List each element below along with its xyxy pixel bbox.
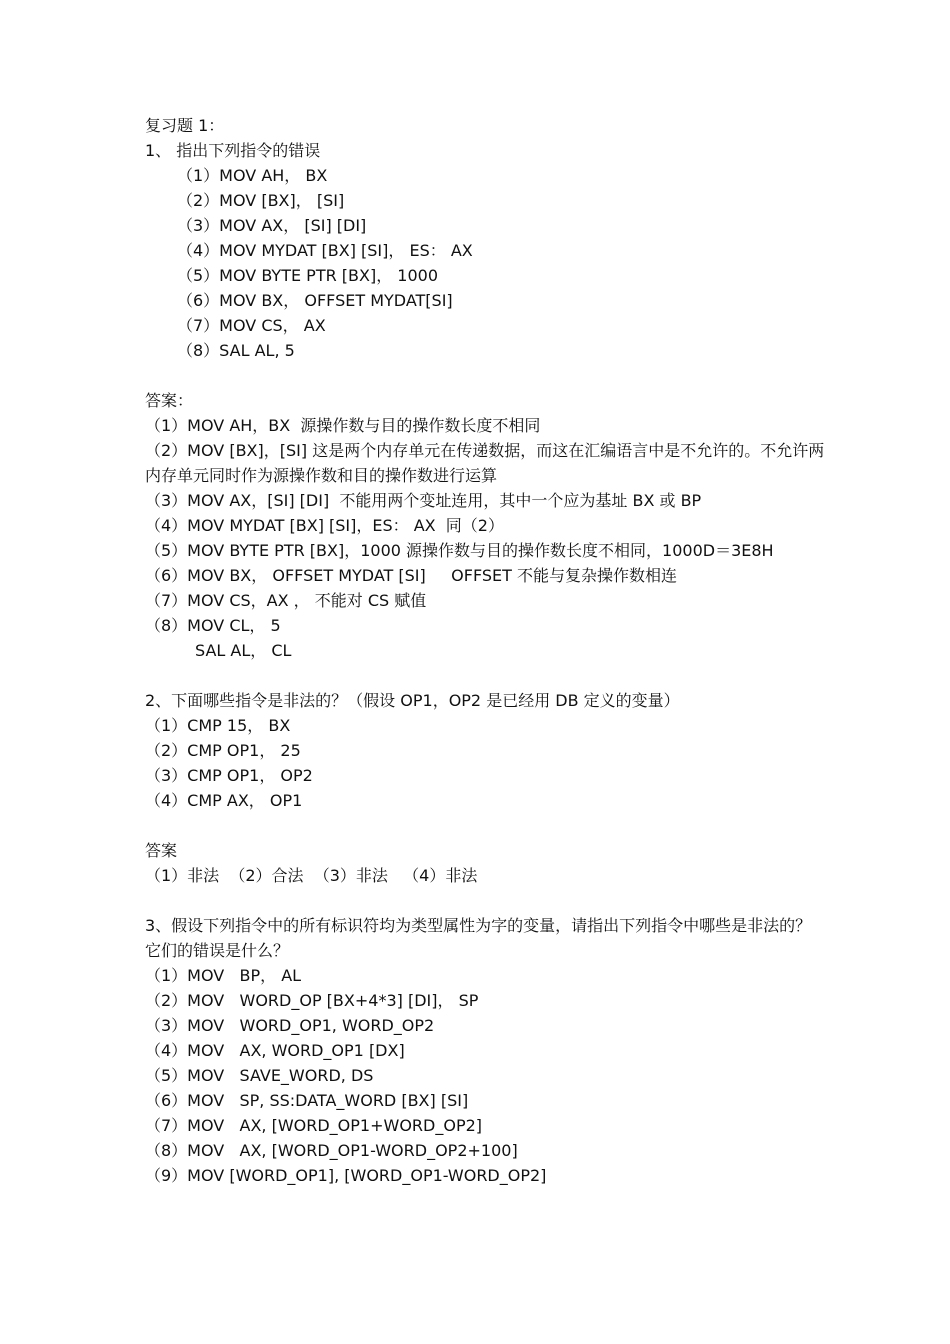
q1-item: （2）MOV [BX]， [SI]	[177, 191, 345, 210]
q1-answer: （6）MOV BX， OFFSET MYDAT [SI] OFFSET 不能与复杂操作数相连	[145, 566, 678, 585]
q1-answer: （8）MOV CL， 5	[145, 616, 281, 635]
q2-answer: （1）非法 （2）合法 （3）非法 （4）非法	[145, 866, 478, 885]
q1-item: （4）MOV MYDAT [BX] [SI]， ES： AX	[177, 241, 473, 260]
q2-item: （1）CMP 15， BX	[145, 716, 291, 735]
q1-answer: （1）MOV AH，BX 源操作数与目的操作数长度不相同	[145, 416, 541, 435]
q3-item: （1）MOV BP， AL	[145, 966, 302, 985]
q3-item: （8）MOV AX, [WORD_OP1-WORD_OP2+100]	[145, 1141, 518, 1160]
q3-item: （7）MOV AX, [WORD_OP1+WORD_OP2]	[145, 1116, 483, 1135]
q1-answer-label: 答案：	[145, 391, 194, 410]
q1-item: （7）MOV CS， AX	[177, 316, 326, 335]
q3-item: （6）MOV SP, SS:DATA_WORD [BX] [SI]	[145, 1091, 469, 1110]
q1-answer: （2）MOV [BX]，[SI] 这是两个内存单元在传递数据，而这在汇编语言中是不允许的。不允许两内存单元同时作为源操作数和目的操作数进行运算	[145, 441, 825, 485]
q1-heading: 1、 指出下列指令的错误	[145, 141, 321, 160]
q3-heading: 3、假设下列指令中的所有标识符均为类型属性为字的变量，请指出下列指令中哪些是非法的？它们的错误是什么？	[145, 916, 812, 960]
q1-answer: （3）MOV AX，[SI] [DI] 不能用两个变址连用，其中一个应为基址 BX 或 BP	[145, 491, 702, 510]
q1-answer: （5）MOV BYTE PTR [BX]，1000 源操作数与目的操作数长度不相同，1000D＝3E8H	[145, 541, 774, 560]
doc-title: 复习题 1：	[145, 116, 225, 135]
q2-item: （4）CMP AX， OP1	[145, 791, 303, 810]
q2-item: （2）CMP OP1， 25	[145, 741, 301, 760]
q3-item: （2）MOV WORD_OP [BX+4*3] [DI]， SP	[145, 991, 479, 1010]
document-page	[145, 113, 825, 1188]
q3-item: （3）MOV WORD_OP1, WORD_OP2	[145, 1016, 435, 1035]
q1-item: （1）MOV AH， BX	[177, 166, 328, 185]
q3-item: （5）MOV SAVE_WORD, DS	[145, 1066, 374, 1085]
q3-item: （9）MOV [WORD_OP1], [WORD_OP1-WORD_OP2]	[145, 1166, 547, 1185]
q3-item: （4）MOV AX, WORD_OP1 [DX]	[145, 1041, 405, 1060]
q2-heading: 2、下面哪些指令是非法的？（假设 OP1，OP2 是已经用 DB 定义的变量）	[145, 691, 680, 710]
q1-item: （8）SAL AL, 5	[177, 341, 295, 360]
q1-item: （6）MOV BX， OFFSET MYDAT[SI]	[177, 291, 453, 310]
q2-answer-label: 答案	[145, 841, 178, 860]
q1-item: （5）MOV BYTE PTR [BX]， 1000	[177, 266, 439, 285]
q2-item: （3）CMP OP1， OP2	[145, 766, 313, 785]
q1-item: （3）MOV AX， [SI] [DI]	[177, 216, 367, 235]
q1-answer: （7）MOV CS，AX ， 不能对 CS 赋值	[145, 591, 427, 610]
q1-answer-extra: SAL AL， CL	[195, 641, 292, 660]
q1-answer: （4）MOV MYDAT [BX] [SI]，ES： AX 同（2）	[145, 516, 504, 535]
